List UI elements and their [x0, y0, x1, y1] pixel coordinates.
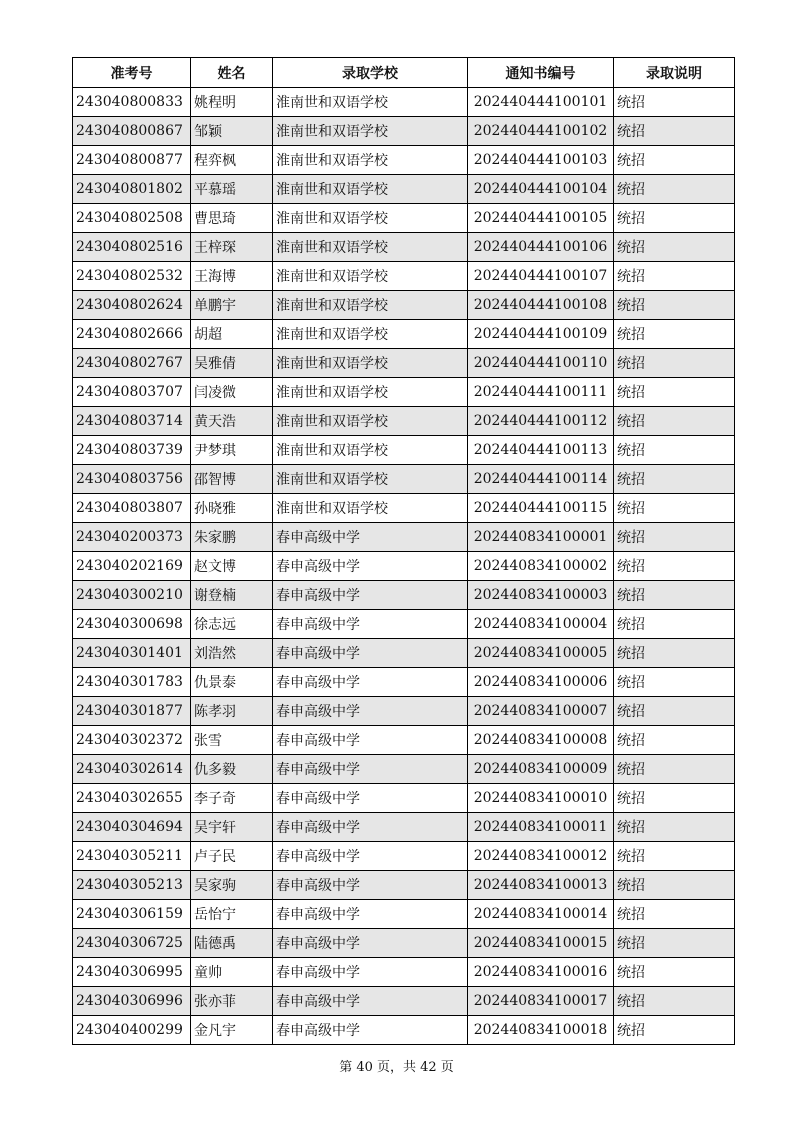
cell-remark: 统招	[614, 262, 735, 291]
table-row	[73, 668, 735, 697]
cell-school: 淮南世和双语学校	[273, 291, 468, 320]
cell-exam-id: 243040301401	[73, 639, 191, 668]
page-footer: 第 40 页，共 42 页	[339, 1060, 454, 1075]
cell-exam-id: 243040802516	[73, 233, 191, 262]
cell-name: 平慕瑶	[191, 175, 273, 204]
cell-name: 邵智博	[191, 465, 273, 494]
cell-name: 黄天浩	[191, 407, 273, 436]
cell-exam-id: 243040800867	[73, 117, 191, 146]
table-row	[73, 204, 735, 233]
cell-school: 春申高级中学	[273, 871, 468, 900]
cell-school: 春申高级中学	[273, 813, 468, 842]
table-row	[73, 146, 735, 175]
table-row	[73, 871, 735, 900]
cell-remark: 统招	[614, 784, 735, 813]
table-row	[73, 175, 735, 204]
cell-notice-number: 202440444100112	[468, 407, 614, 436]
cell-remark: 统招	[614, 871, 735, 900]
cell-name: 邹颖	[191, 117, 273, 146]
cell-name: 李子奇	[191, 784, 273, 813]
cell-notice-number: 202440834100015	[468, 929, 614, 958]
cell-exam-id: 243040803807	[73, 494, 191, 523]
table-row	[73, 929, 735, 958]
cell-school: 淮南世和双语学校	[273, 175, 468, 204]
cell-school: 春申高级中学	[273, 726, 468, 755]
table-row	[73, 349, 735, 378]
cell-name: 王海博	[191, 262, 273, 291]
cell-school: 淮南世和双语学校	[273, 378, 468, 407]
cell-school: 春申高级中学	[273, 900, 468, 929]
cell-remark: 统招	[614, 378, 735, 407]
table-row	[73, 784, 735, 813]
admission-table	[72, 57, 735, 1045]
cell-name: 卢子民	[191, 842, 273, 871]
cell-exam-id: 243040302372	[73, 726, 191, 755]
column-header-exam-id: 准考号	[73, 58, 191, 88]
table-row	[73, 117, 735, 146]
cell-remark: 统招	[614, 436, 735, 465]
cell-school: 淮南世和双语学校	[273, 262, 468, 291]
column-header-notice-number: 通知书编号	[468, 58, 614, 88]
cell-name: 吴家驹	[191, 871, 273, 900]
cell-school: 春申高级中学	[273, 610, 468, 639]
cell-exam-id: 243040300210	[73, 581, 191, 610]
cell-remark: 统招	[614, 88, 735, 117]
cell-exam-id: 243040202169	[73, 552, 191, 581]
cell-notice-number: 202440444100103	[468, 146, 614, 175]
cell-school: 淮南世和双语学校	[273, 88, 468, 117]
table-row	[73, 320, 735, 349]
cell-remark: 统招	[614, 668, 735, 697]
cell-name: 刘浩然	[191, 639, 273, 668]
cell-notice-number: 202440444100107	[468, 262, 614, 291]
cell-remark: 统招	[614, 291, 735, 320]
cell-remark: 统招	[614, 610, 735, 639]
table-row	[73, 407, 735, 436]
table-row	[73, 1016, 735, 1045]
cell-remark: 统招	[614, 697, 735, 726]
cell-name: 金凡宇	[191, 1016, 273, 1045]
cell-notice-number: 202440444100105	[468, 204, 614, 233]
cell-name: 闫凌微	[191, 378, 273, 407]
cell-exam-id: 243040305213	[73, 871, 191, 900]
cell-name: 单鹏宇	[191, 291, 273, 320]
cell-notice-number: 202440444100109	[468, 320, 614, 349]
cell-school: 淮南世和双语学校	[273, 494, 468, 523]
cell-notice-number: 202440444100113	[468, 436, 614, 465]
cell-school: 春申高级中学	[273, 929, 468, 958]
cell-exam-id: 243040803707	[73, 378, 191, 407]
cell-remark: 统招	[614, 146, 735, 175]
cell-notice-number: 202440444100104	[468, 175, 614, 204]
cell-name: 仇多毅	[191, 755, 273, 784]
cell-school: 春申高级中学	[273, 668, 468, 697]
cell-notice-number: 202440834100004	[468, 610, 614, 639]
table-row	[73, 465, 735, 494]
cell-exam-id: 243040802508	[73, 204, 191, 233]
cell-school: 春申高级中学	[273, 755, 468, 784]
cell-exam-id: 243040306996	[73, 987, 191, 1016]
cell-exam-id: 243040803739	[73, 436, 191, 465]
cell-exam-id: 243040304694	[73, 813, 191, 842]
cell-remark: 统招	[614, 407, 735, 436]
cell-exam-id: 243040301783	[73, 668, 191, 697]
cell-exam-id: 243040302614	[73, 755, 191, 784]
cell-remark: 统招	[614, 987, 735, 1016]
cell-exam-id: 243040802666	[73, 320, 191, 349]
cell-notice-number: 202440444100102	[468, 117, 614, 146]
table-row	[73, 610, 735, 639]
cell-remark: 统招	[614, 726, 735, 755]
cell-remark: 统招	[614, 900, 735, 929]
cell-notice-number: 202440834100018	[468, 1016, 614, 1045]
cell-notice-number: 202440834100003	[468, 581, 614, 610]
cell-notice-number: 202440834100002	[468, 552, 614, 581]
cell-notice-number: 202440834100006	[468, 668, 614, 697]
cell-remark: 统招	[614, 842, 735, 871]
table-row	[73, 958, 735, 987]
cell-notice-number: 202440444100114	[468, 465, 614, 494]
cell-exam-id: 243040306725	[73, 929, 191, 958]
column-header-school: 录取学校	[273, 58, 468, 88]
cell-name: 童帅	[191, 958, 273, 987]
cell-notice-number: 202440834100008	[468, 726, 614, 755]
cell-remark: 统招	[614, 755, 735, 784]
cell-school: 淮南世和双语学校	[273, 320, 468, 349]
cell-name: 陆德禹	[191, 929, 273, 958]
cell-exam-id: 243040803714	[73, 407, 191, 436]
table-row	[73, 842, 735, 871]
header-row	[73, 58, 735, 88]
cell-exam-id: 243040800877	[73, 146, 191, 175]
cell-name: 张雪	[191, 726, 273, 755]
cell-name: 曹思琦	[191, 204, 273, 233]
cell-school: 淮南世和双语学校	[273, 117, 468, 146]
table-row	[73, 88, 735, 117]
table-row	[73, 900, 735, 929]
cell-remark: 统招	[614, 117, 735, 146]
cell-notice-number: 202440444100108	[468, 291, 614, 320]
cell-remark: 统招	[614, 204, 735, 233]
cell-notice-number: 202440834100009	[468, 755, 614, 784]
cell-school: 春申高级中学	[273, 784, 468, 813]
cell-name: 徐志远	[191, 610, 273, 639]
cell-exam-id: 243040801802	[73, 175, 191, 204]
table-row	[73, 552, 735, 581]
cell-name: 吴雅倩	[191, 349, 273, 378]
table-row	[73, 581, 735, 610]
column-header-name: 姓名	[191, 58, 273, 88]
cell-notice-number: 202440834100007	[468, 697, 614, 726]
column-header-remark: 录取说明	[614, 58, 735, 88]
cell-exam-id: 243040200373	[73, 523, 191, 552]
cell-notice-number: 202440834100016	[468, 958, 614, 987]
cell-school: 春申高级中学	[273, 987, 468, 1016]
cell-name: 孙晓雅	[191, 494, 273, 523]
cell-name: 姚程明	[191, 88, 273, 117]
cell-notice-number: 202440444100101	[468, 88, 614, 117]
cell-exam-id: 243040803756	[73, 465, 191, 494]
cell-school: 春申高级中学	[273, 842, 468, 871]
cell-school: 春申高级中学	[273, 639, 468, 668]
cell-school: 淮南世和双语学校	[273, 146, 468, 175]
cell-exam-id: 243040802624	[73, 291, 191, 320]
cell-exam-id: 243040301877	[73, 697, 191, 726]
cell-notice-number: 202440834100012	[468, 842, 614, 871]
cell-exam-id: 243040800833	[73, 88, 191, 117]
cell-school: 春申高级中学	[273, 581, 468, 610]
cell-notice-number: 202440444100110	[468, 349, 614, 378]
table-row	[73, 813, 735, 842]
cell-exam-id: 243040802767	[73, 349, 191, 378]
cell-name: 吴宇轩	[191, 813, 273, 842]
table-row	[73, 494, 735, 523]
table-row	[73, 262, 735, 291]
cell-name: 尹梦琪	[191, 436, 273, 465]
cell-exam-id: 243040302655	[73, 784, 191, 813]
table-row	[73, 755, 735, 784]
cell-name: 王梓琛	[191, 233, 273, 262]
cell-exam-id: 243040300698	[73, 610, 191, 639]
cell-notice-number: 202440834100017	[468, 987, 614, 1016]
table-row	[73, 436, 735, 465]
cell-name: 赵文博	[191, 552, 273, 581]
cell-name: 谢登楠	[191, 581, 273, 610]
cell-exam-id: 243040306995	[73, 958, 191, 987]
cell-remark: 统招	[614, 320, 735, 349]
cell-school: 春申高级中学	[273, 523, 468, 552]
cell-exam-id: 243040400299	[73, 1016, 191, 1045]
table-row	[73, 697, 735, 726]
cell-notice-number: 202440444100111	[468, 378, 614, 407]
cell-school: 淮南世和双语学校	[273, 436, 468, 465]
cell-remark: 统招	[614, 581, 735, 610]
cell-name: 张亦菲	[191, 987, 273, 1016]
table-row	[73, 639, 735, 668]
cell-school: 春申高级中学	[273, 552, 468, 581]
cell-school: 淮南世和双语学校	[273, 204, 468, 233]
table-row	[73, 233, 735, 262]
table-row	[73, 523, 735, 552]
cell-notice-number: 202440834100014	[468, 900, 614, 929]
cell-remark: 统招	[614, 349, 735, 378]
cell-school: 春申高级中学	[273, 697, 468, 726]
cell-notice-number: 202440444100106	[468, 233, 614, 262]
cell-remark: 统招	[614, 1016, 735, 1045]
cell-name: 朱家鹏	[191, 523, 273, 552]
table-row	[73, 726, 735, 755]
cell-remark: 统招	[614, 639, 735, 668]
cell-remark: 统招	[614, 523, 735, 552]
cell-name: 仇景泰	[191, 668, 273, 697]
table-row	[73, 378, 735, 407]
cell-notice-number: 202440834100010	[468, 784, 614, 813]
table-row	[73, 291, 735, 320]
cell-remark: 统招	[614, 233, 735, 262]
cell-name: 陈孝羽	[191, 697, 273, 726]
cell-remark: 统招	[614, 465, 735, 494]
cell-school: 淮南世和双语学校	[273, 465, 468, 494]
cell-remark: 统招	[614, 175, 735, 204]
cell-remark: 统招	[614, 494, 735, 523]
cell-remark: 统招	[614, 552, 735, 581]
cell-remark: 统招	[614, 813, 735, 842]
cell-exam-id: 243040306159	[73, 900, 191, 929]
cell-school: 春申高级中学	[273, 958, 468, 987]
cell-remark: 统招	[614, 929, 735, 958]
cell-remark: 统招	[614, 958, 735, 987]
cell-name: 程弈枫	[191, 146, 273, 175]
table-row	[73, 987, 735, 1016]
cell-school: 春申高级中学	[273, 1016, 468, 1045]
cell-school: 淮南世和双语学校	[273, 233, 468, 262]
cell-notice-number: 202440834100001	[468, 523, 614, 552]
cell-notice-number: 202440834100005	[468, 639, 614, 668]
cell-notice-number: 202440834100011	[468, 813, 614, 842]
cell-notice-number: 202440444100115	[468, 494, 614, 523]
cell-school: 淮南世和双语学校	[273, 349, 468, 378]
cell-exam-id: 243040305211	[73, 842, 191, 871]
cell-name: 胡超	[191, 320, 273, 349]
cell-name: 岳怡宁	[191, 900, 273, 929]
cell-school: 淮南世和双语学校	[273, 407, 468, 436]
cell-notice-number: 202440834100013	[468, 871, 614, 900]
cell-exam-id: 243040802532	[73, 262, 191, 291]
